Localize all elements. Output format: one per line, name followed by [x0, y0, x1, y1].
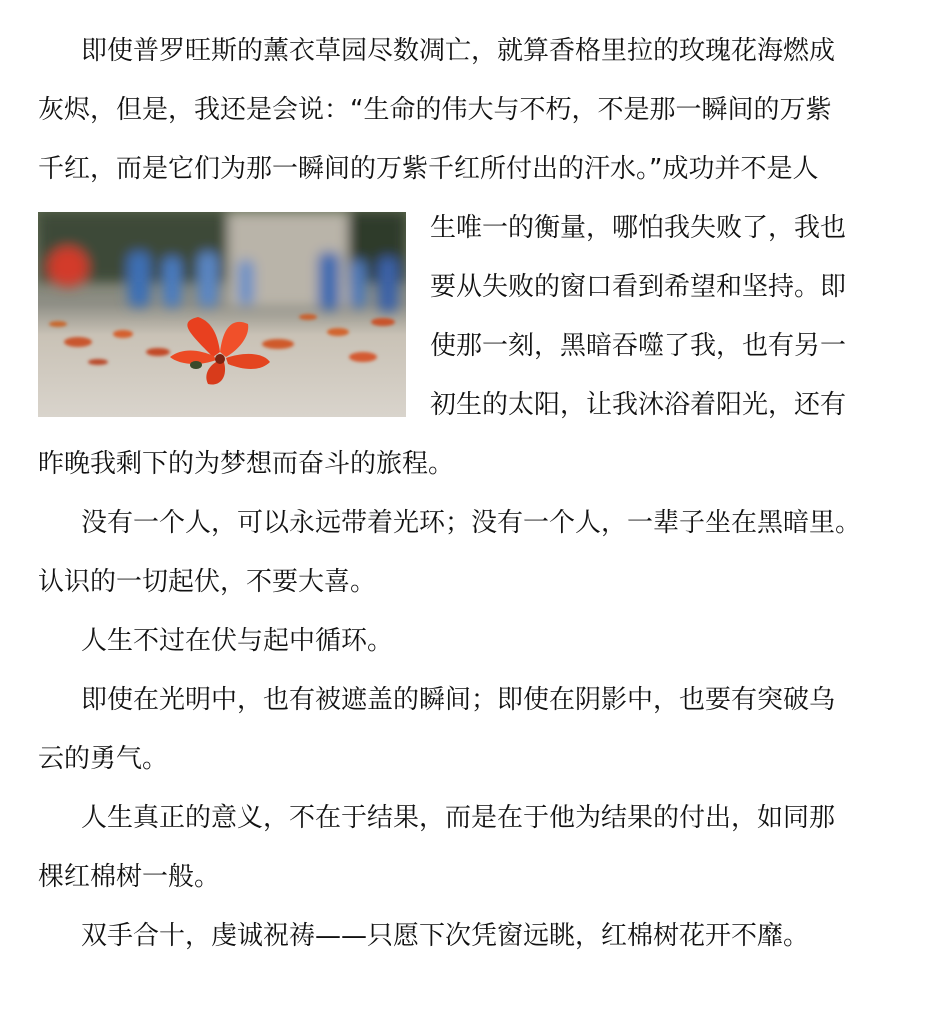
paragraph-2-line-1: 没有一个人，可以永远带着光环；没有一个人，一辈子坐在黑暗里。 — [81, 508, 862, 538]
paragraph-4-line-1: 即使在光明中，也有被遮盖的瞬间；即使在阴影中，也要有突破乌 — [81, 685, 836, 715]
paragraph-1-line-3: 千红，而是它们为那一瞬间的万紫千红所付出的汗水。”成功并不是人 — [38, 154, 819, 184]
paragraph-3-line-1: 人生不过在伏与起中循环。 — [81, 626, 394, 656]
paragraph-1-line-7: 初生的太阳，让我沐浴着阳光，还有 — [430, 390, 847, 420]
paragraph-5-line-1: 人生真正的意义，不在于结果，而是在于他为结果的付出，如同那 — [81, 803, 836, 833]
paragraph-5-line-2: 棵红棉树一般。 — [38, 862, 221, 892]
paragraph-1-line-6: 使那一刻，黑暗吞噬了我，也有另一 — [430, 331, 847, 361]
paragraph-4-line-2: 云的勇气。 — [38, 744, 169, 774]
paragraph-6-line-1: 双手合十，虔诚祝祷——只愿下次凭窗远眺，红棉树花开不靡。 — [81, 921, 810, 951]
paragraph-1-line-2: 灰烬，但是，我还是会说：“生命的伟大与不朽，不是那一瞬间的万紫 — [38, 95, 832, 125]
paragraph-2-line-2: 认识的一切起伏，不要大喜。 — [38, 567, 377, 597]
paragraph-1-line-1: 即使普罗旺斯的薰衣草园尽数凋亡，就算香格里拉的玫瑰花海燃成 — [81, 36, 836, 66]
paragraph-1-line-5: 要从失败的窗口看到希望和坚持。即 — [430, 272, 847, 302]
paragraph-1-line-8: 昨晚我剩下的为梦想而奋斗的旅程。 — [38, 449, 455, 479]
paragraph-1-line-4: 生唯一的衡量，哪怕我失败了，我也 — [430, 213, 847, 243]
red-cotton-flower-photo — [38, 212, 406, 417]
